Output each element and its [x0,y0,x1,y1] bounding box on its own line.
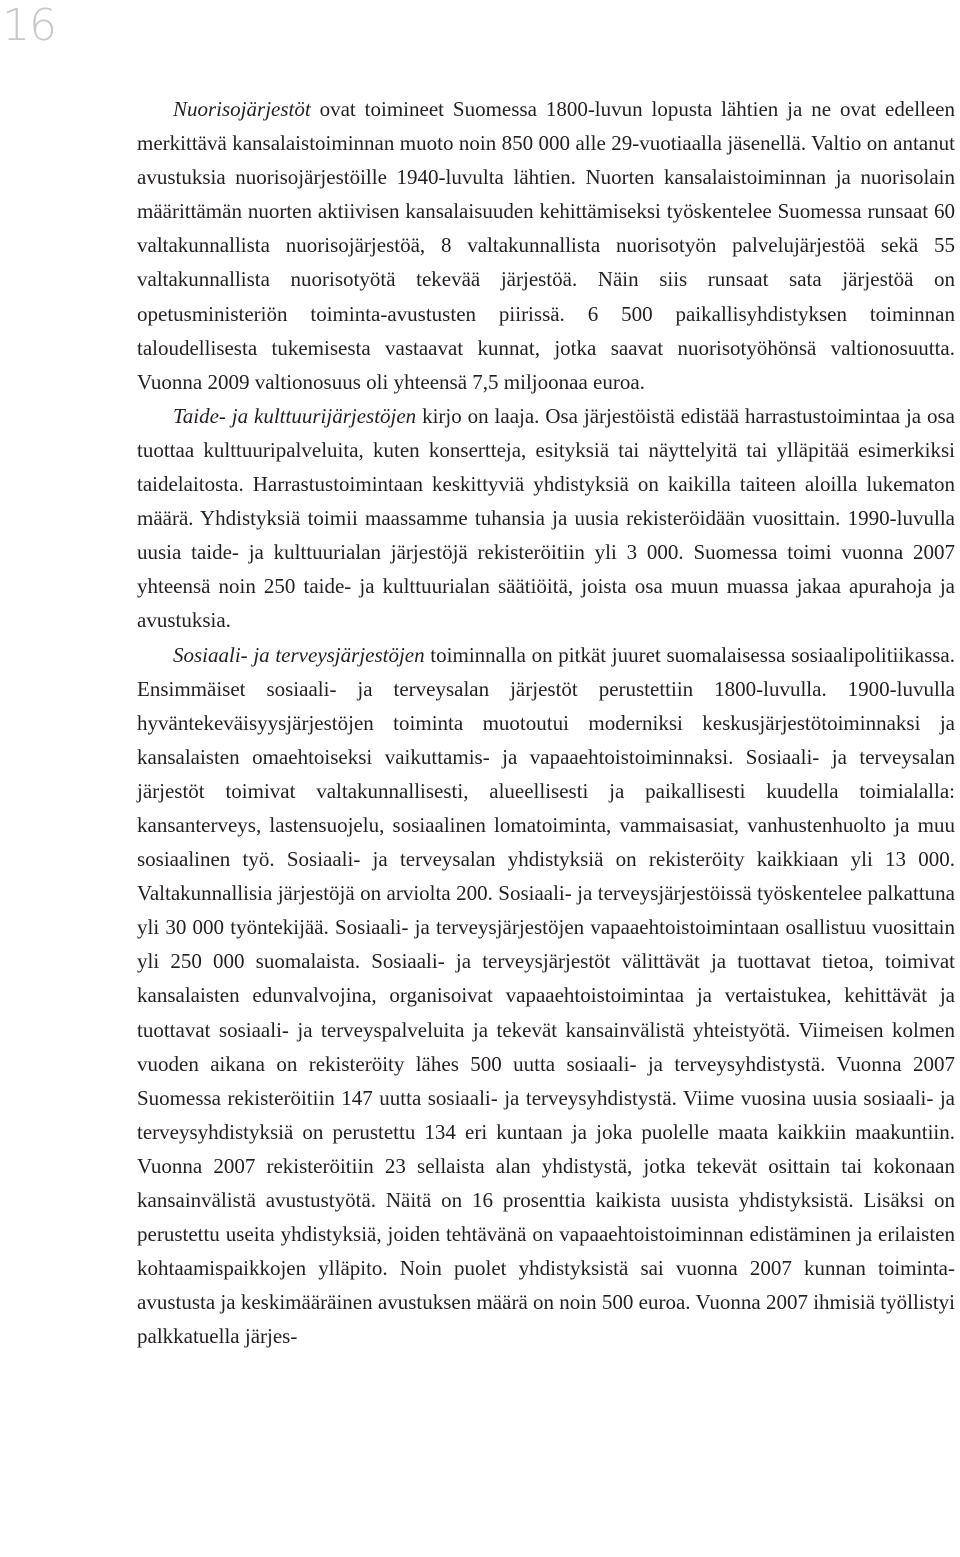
paragraph-lead-italic: Taide- ja kulttuurijärjestöjen [173,403,417,428]
paragraph-arts-culture-organizations [137,399,955,638]
paragraph-lead-italic: Sosiaali- ja terveysjärjestöjen [173,642,425,667]
body-text [137,92,955,1353]
paragraph-text: kirjo on laaja. Osa järjestöistä edistää harrastustoimintaa ja osa tuottaa kulttuuripalveluita, kuten konsertteja, esityksiä tai näyttelyitä tai ylläpitää esimerkiksi taidelaitosta. Harrastustoimintaan keskittyviä yhdistyksiä on kaikilla taiteen aloilla lukematon määrä. Yhdistyksiä toimii maassamme tuhansia ja uusia rekisteröidään vuosittain. 1990-luvulla uusia taide- ja kulttuurialan järjestöjä rekisteröitiin yli 3 000. Suomessa toimi vuonna 2007 yhteensä noin 250 taide- ja kulttuurialan säätiöitä, joista osa muun muassa jakaa apurahoja ja avustuksia. [137,403,956,633]
paragraph-text: ovat toimineet Suomessa 1800-luvun lopusta lähtien ja ne ovat edelleen merkittävä kansalaistoiminnan muoto noin 850 000 alle 29-vuotiaalla jäsenellä. Valtio on antanut avustuksia nuorisojärjestöille 1940-luvulta lähtien. Nuorten kansalaistoiminnan ja nuorisolain määrittämän nuorten aktiivisen kansalaisuuden kehittämiseksi työskentelee Suomessa runsaat 60 valtakunnallista nuorisojärjestöä, 8 valtakunnallista nuorisotyön palvelujärjestöä sekä 55 valtakunnallista nuorisotyötä tekevää järjestöä. Näin siis runsaat sata järjestöä on opetusministeriön toiminta-avustusten piirissä. 6 500 paikallisyhdistyksen toiminnan taloudellisesta tukemisesta vastaavat kunnat, jotka saavat nuorisotyöhönsä valtionosuutta. Vuonna 2009 valtionosuus oli yhteensä 7,5 miljoonaa euroa. [137,97,955,394]
paragraph-youth-organizations [137,92,955,399]
paragraph-lead-italic: Nuorisojärjestöt [173,97,311,121]
paragraph-social-health-organizations [137,638,955,1354]
paragraph-text: toiminnalla on pitkät juuret suomalaisessa sosiaalipolitiikassa. Ensimmäiset sosiaali- ja terveysalan järjestöt perustettiin 1800-luvulla. 1900-luvulla hyväntekeväisyysjärjestöjen toiminta muotoutui moderniksi keskusjärjestötoiminnaksi ja kansalaisten omaehtoiseksi vaikuttamis- ja vapaaehtoistoiminnaksi. Sosiaali- ja terveysalan järjestöt toimivat valtakunnallisesti, alueellisesti ja paikallisesti kuudella toimialalla: kansanterveys, lastensuojelu, sosiaalinen lomatoiminta, vammaisasiat, vanhustenhuolto ja muu sosiaalinen työ. Sosiaali- ja terveysalan yhdistyksiä on rekisteröity kaikkiaan yli 13 000. Valtakunnallisia järjestöjä on arviolta 200. Sosiaali- ja terveysjärjestöissä työskentelee palkattuna yli 30 000 työntekijää. Sosiaali- ja terveysjärjestöjen vapaaehtoistoimintaan osallistuu vuosittain yli 250 000 suomalaista. Sosiaali- ja terveysjärjestöt välittävät ja tuottavat tietoa, toimivat kansalaisten edunvalvojina, organisoivat vapaaehtoistoimintaa ja vertaistukea, kehittävät ja tuottavat sosiaali- ja terveyspalveluita ja tekevät kansainvälistä yhteistyötä. Viimeisen kolmen vuoden aikana on rekisteröity lähes 500 uutta sosiaali- ja terveysyhdistystä. Vuonna 2007 Suomessa rekisteröitiin 147 uutta sosiaali- ja terveysyhdistystä. Viime vuosina uusia sosiaali- ja terveysyhdistyksiä on perustettu 134 eri kuntaan ja joka puolelle maata kaikkiin maakuntiin. Vuonna 2007 rekisteröitiin 23 sellaista alan yhdistystä, jotka tekevät osittain tai kokonaan kansainvälistä avustustyötä. Näitä on 16 prosenttia kaikista uusista yhdistyksistä. Lisäksi on perustettu useita yhdistyksiä, joiden tehtävänä on vapaaehtoistoiminnan edistäminen ja erilaisten kohtaamispaikkojen ylläpito. Noin puolet yhdistyksistä sai vuonna 2007 kunnan toiminta-avustusta ja keskimääräinen avustuksen määrä on noin 500 euroa. Vuonna 2007 ihmisiä työllistyi palkkatuella järjes- [137,642,955,1349]
page-number: 16 [2,0,56,51]
